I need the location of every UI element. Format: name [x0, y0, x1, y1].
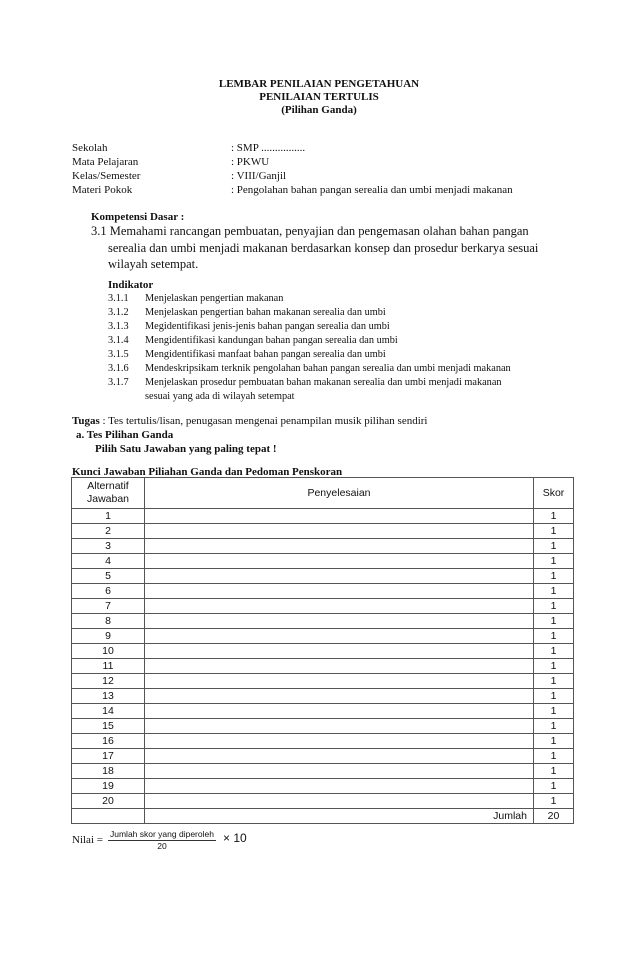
doc-title-line1: LEMBAR PENILAIAN PENGETAHUAN [218, 78, 420, 90]
row-number: 17 [72, 749, 145, 764]
kd-line-1: 3.1 Memahami rancangan pembuatan, penyajian dan pengemasan olahan bahan pangan [91, 224, 529, 238]
row-penyelesaian [145, 764, 534, 779]
jumlah-label: Jumlah [145, 809, 534, 824]
row-number: 2 [72, 524, 145, 539]
kunci-heading: Kunci Jawaban Piliahan Ganda dan Pedoman Penskoran [72, 466, 343, 478]
row-skor: 1 [534, 659, 574, 674]
row-penyelesaian [145, 779, 534, 794]
indikator-text: Mengidentifikasi manfaat bahan pangan serealia dan umbi [145, 349, 386, 360]
table-row [72, 524, 574, 539]
indikator-num: 3.1.6 [108, 363, 129, 374]
row-number: 20 [72, 794, 145, 809]
kd-line-2: serealia dan umbi menjadi makanan berdasarkan konsep dan prosedur berkarya sesuai [108, 241, 539, 255]
answer-key-table [71, 477, 574, 824]
table-row [72, 509, 574, 524]
table-row [72, 749, 574, 764]
section-a-heading: a. Tes Pilihan Ganda [76, 429, 174, 441]
kd-line-3: wilayah setempat. [108, 257, 199, 271]
row-skor: 1 [534, 674, 574, 689]
row-skor: 1 [534, 584, 574, 599]
row-number: 3 [72, 539, 145, 554]
indikator-num: 3.1.7 [108, 377, 129, 388]
indikator-num: 3.1.1 [108, 293, 129, 304]
header-alternatif-line2: Jawaban [86, 493, 130, 505]
table-row [72, 719, 574, 734]
row-penyelesaian [145, 659, 534, 674]
tugas-text: : Tes tertulis/lisan, penugasan mengenai penampilan musik pilihan sendiri [99, 415, 428, 427]
row-number: 4 [72, 554, 145, 569]
table-header-row [72, 478, 574, 509]
meta-value-sekolah: : SMP ................ [231, 142, 306, 154]
row-skor: 1 [534, 749, 574, 764]
row-penyelesaian [145, 674, 534, 689]
row-penyelesaian [145, 629, 534, 644]
nilai-numerator: Jumlah skor yang diperoleh [110, 829, 214, 839]
header-skor: Skor [534, 478, 574, 509]
indikator-num: 3.1.2 [108, 307, 129, 318]
table-row [72, 764, 574, 779]
header-alternatif [72, 478, 145, 509]
row-number: 6 [72, 584, 145, 599]
meta-label-sekolah: Sekolah [72, 142, 108, 154]
header-penyelesaian: Penyelesaian [145, 478, 534, 509]
nilai-fraction [108, 829, 216, 851]
row-skor: 1 [534, 539, 574, 554]
indikator-text: Menjelaskan pengertian makanan [145, 293, 284, 304]
table-row [72, 629, 574, 644]
row-penyelesaian [145, 554, 534, 569]
table-row [72, 779, 574, 794]
row-skor: 1 [534, 719, 574, 734]
table-row [72, 659, 574, 674]
row-number: 5 [72, 569, 145, 584]
table-row [72, 584, 574, 599]
row-number: 15 [72, 719, 145, 734]
row-number: 14 [72, 704, 145, 719]
row-number: 18 [72, 764, 145, 779]
indikator-num: 3.1.3 [108, 321, 129, 332]
doc-title-line2: PENILAIAN TERTULIS [259, 91, 379, 103]
row-skor: 1 [534, 794, 574, 809]
row-penyelesaian [145, 704, 534, 719]
row-number: 1 [72, 509, 145, 524]
row-skor: 1 [534, 599, 574, 614]
nilai-multiplier: × 10 [223, 831, 247, 845]
table-row [72, 569, 574, 584]
total-row [72, 809, 574, 824]
instruction-text: Pilih Satu Jawaban yang paling tepat ! [95, 443, 277, 455]
row-penyelesaian [145, 509, 534, 524]
table-row [72, 614, 574, 629]
row-number: 13 [72, 689, 145, 704]
nilai-label: Nilai = [72, 834, 103, 846]
table-row [72, 539, 574, 554]
row-penyelesaian [145, 689, 534, 704]
table-row [72, 704, 574, 719]
row-skor: 1 [534, 569, 574, 584]
total-empty-cell [72, 809, 145, 824]
meta-value-kelas: : VIII/Ganjil [231, 170, 287, 182]
tugas-label: Tugas [72, 415, 100, 427]
meta-value-mapel: : PKWU [231, 156, 270, 168]
row-skor: 1 [534, 689, 574, 704]
row-skor: 1 [534, 779, 574, 794]
header-alternatif-line1: Alternatif [87, 480, 129, 492]
row-penyelesaian [145, 524, 534, 539]
indikator-num: 3.1.5 [108, 349, 129, 360]
table-row [72, 674, 574, 689]
row-penyelesaian [145, 719, 534, 734]
row-penyelesaian [145, 584, 534, 599]
indikator-heading: Indikator [108, 279, 154, 291]
row-skor: 1 [534, 704, 574, 719]
row-skor: 1 [534, 764, 574, 779]
table-row [72, 554, 574, 569]
tugas-line [72, 414, 427, 428]
row-skor: 1 [534, 509, 574, 524]
row-number: 19 [72, 779, 145, 794]
meta-label-kelas: Kelas/Semester [72, 170, 141, 182]
indikator-text: Menjelaskan pengertian bahan makanan serealia dan umbi [145, 307, 386, 318]
row-penyelesaian [145, 749, 534, 764]
row-number: 16 [72, 734, 145, 749]
row-penyelesaian [145, 539, 534, 554]
meta-label-mapel: Mata Pelajaran [72, 156, 139, 168]
table-row [72, 734, 574, 749]
row-penyelesaian [145, 734, 534, 749]
row-number: 8 [72, 614, 145, 629]
row-skor: 1 [534, 614, 574, 629]
row-penyelesaian [145, 794, 534, 809]
nilai-denominator: 20 [157, 841, 167, 851]
row-number: 11 [72, 659, 145, 674]
table-row [72, 599, 574, 614]
row-skor: 1 [534, 554, 574, 569]
indikator-text: Megidentifikasi jenis-jenis bahan pangan serealia dan umbi [145, 321, 390, 332]
table-row [72, 644, 574, 659]
table-row [72, 794, 574, 809]
row-penyelesaian [145, 599, 534, 614]
meta-value-materi: : Pengolahan bahan pangan serealia dan umbi menjadi makanan [231, 184, 513, 196]
indikator-text-cont: sesuai yang ada di wilayah setempat [145, 391, 295, 402]
meta-label-materi: Materi Pokok [72, 184, 133, 196]
row-number: 7 [72, 599, 145, 614]
row-skor: 1 [534, 734, 574, 749]
indikator-text: Mendeskripsikam terknik pengolahan bahan pangan serealia dan umbi menjadi makanan [145, 363, 511, 374]
indikator-num: 3.1.4 [108, 335, 129, 346]
row-skor: 1 [534, 644, 574, 659]
kompetensi-heading: Kompetensi Dasar : [91, 211, 185, 223]
row-penyelesaian [145, 644, 534, 659]
row-number: 9 [72, 629, 145, 644]
jumlah-value: 20 [534, 809, 574, 824]
doc-title-line3: (Pilihan Ganda) [281, 104, 357, 116]
row-skor: 1 [534, 524, 574, 539]
table-row [72, 689, 574, 704]
indikator-text: Menjelaskan prosedur pembuatan bahan makanan serealia dan umbi menjadi makanan [145, 377, 502, 388]
row-penyelesaian [145, 569, 534, 584]
row-number: 12 [72, 674, 145, 689]
row-skor: 1 [534, 629, 574, 644]
row-penyelesaian [145, 614, 534, 629]
indikator-text: Mengidentifikasi kandungan bahan pangan serealia dan umbi [145, 335, 398, 346]
row-number: 10 [72, 644, 145, 659]
